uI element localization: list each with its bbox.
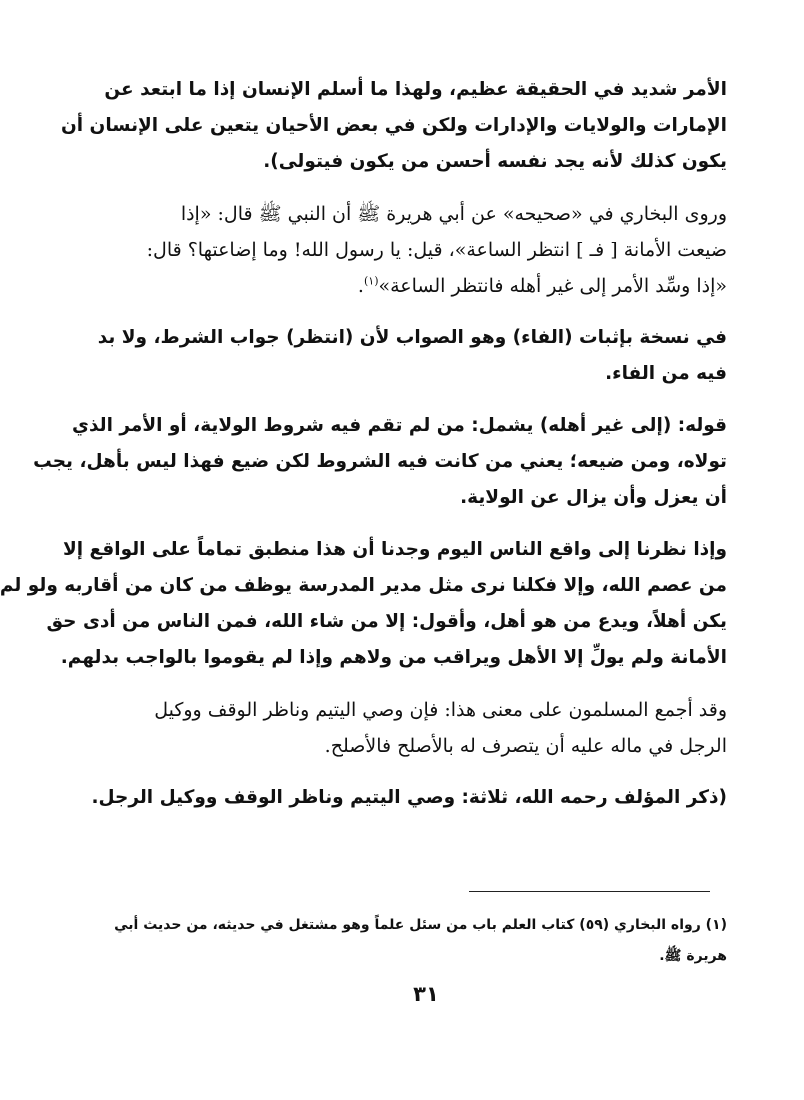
- footnote-divider: [469, 891, 710, 892]
- text-line: الرجل في ماله عليه أن يتصرف له بالأصلح فالأصلح.: [324, 735, 727, 757]
- paragraph-6-quote: [125, 692, 727, 764]
- text-line: وروى البخاري في «صحيحه» عن أبي هريرة ﷺ أن النبي ﷺ قال: «إذا: [180, 203, 727, 225]
- text-line: وقد أجمع المسلمون على معنى هذا: فإن وصي اليتيم وناظر الوقف ووكيل: [154, 699, 727, 721]
- text-line: أن يعزل وأن يزال عن الولاية.: [460, 487, 727, 508]
- paragraph-7: [91, 780, 727, 816]
- footnote-line: (١) رواه البخاري (٥٩) كتاب العلم باب من سئل علماً وهو مشتغل في حديثه، من حديث أبي: [114, 917, 727, 933]
- text-line: يكون كذلك لأنه يجد نفسه أحسن من يكون فيتولى).: [263, 151, 727, 172]
- text-line: تولاه، ومن ضيعه؛ يعني من كانت فيه الشروط لكن ضيع فهذا ليس بأهل، يجب: [33, 451, 727, 472]
- footnote-line: هريرة ﷺ.: [659, 948, 727, 964]
- paragraph-3: [97, 320, 727, 392]
- text-line: يكن أهلاً، ويدع من هو أهل، وأقول: إلا من شاء الله، فمن الناس من أدى حق: [46, 611, 727, 632]
- paragraph-5: [0, 532, 727, 676]
- text-line: [125, 268, 727, 304]
- footnote-marker[interactable]: (١): [363, 274, 379, 288]
- text-line: من عصم الله، وإلا فكلنا نرى مثل مدير المدرسة يوظف من كان من أقاربه ولو لم: [0, 575, 727, 596]
- book-page: [0, 72, 727, 1072]
- text-line: في نسخة بإثبات (الفاء) وهو الصواب لأن (انتظر) جواب الشرط، ولا بد: [97, 327, 727, 348]
- text-line: ضيعت الأمانة [ فـ ] انتظر الساعة»، قيل: يا رسول الله! وما إضاعتها؟ قال:: [146, 239, 727, 261]
- footnote: [114, 910, 727, 972]
- sentence-end: .: [357, 275, 364, 297]
- text-line: (ذكر المؤلف رحمه الله، ثلاثة: وصي اليتيم وناظر الوقف ووكيل الرجل.: [91, 787, 727, 808]
- text-line: الإمارات والولايات والإدارات ولكن في بعض الأحيان يتعين على الإنسان أن: [60, 115, 727, 136]
- paragraph-4: [33, 408, 727, 516]
- text-line: قوله: (إلى غير أهله) يشمل: من لم تقم فيه شروط الولاية، أو الأمر الذي: [72, 415, 727, 436]
- text-line: الأمر شديد في الحقيقة عظيم، ولهذا ما أسلم الإنسان إذا ما ابتعد عن: [104, 79, 727, 100]
- text-line: فيه من الفاء.: [605, 363, 727, 384]
- text-line: الأمانة ولم يولِّ إلا الأهل ويراقب من ولاهم وإذا لم يقوموا بالواجب بدلهم.: [60, 647, 727, 668]
- paragraph-1: [60, 72, 727, 180]
- text-line: وإذا نظرنا إلى واقع الناس اليوم وجدنا أن هذا منطبق تماماً على الواقع إلا: [62, 539, 727, 560]
- paragraph-2-hadith: [125, 196, 727, 304]
- hadith-last-line: «إذا وسِّد الأمر إلى غير أهله فانتظر الساعة»: [378, 275, 727, 297]
- page-number: ٣١: [413, 982, 439, 1006]
